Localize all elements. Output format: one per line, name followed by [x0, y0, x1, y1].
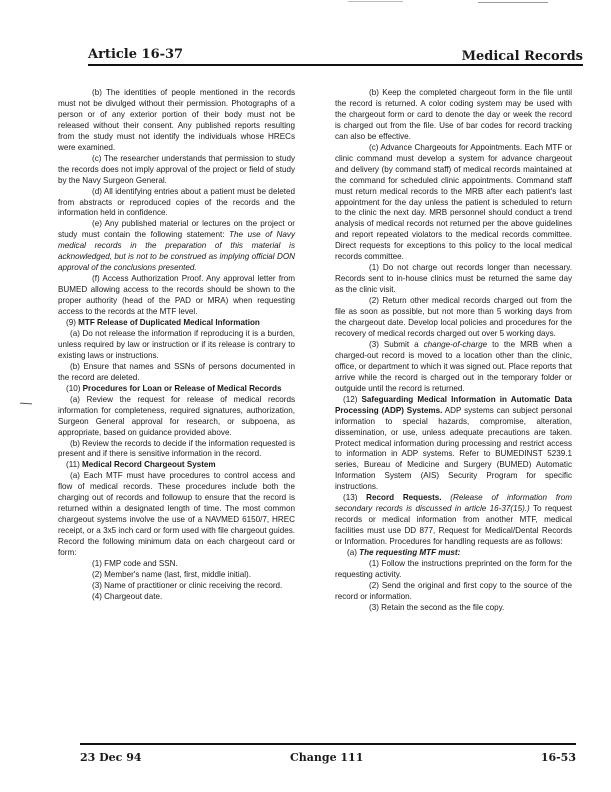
paragraph: (b) Keep the completed chargeout form in the file until the record is returned. A color coding system may be used with the chargeout form or card to denote the day or week the record is charged out from the file. Use of bar codes for record tracking can also be effective.: [335, 88, 572, 141]
footer-change: Change 111: [290, 751, 364, 764]
right-column: [335, 88, 572, 614]
term: change-of-charge: [423, 339, 488, 349]
subsection-heading: [335, 548, 572, 559]
list-item: (1) FMP code and SSN.: [92, 558, 178, 568]
paragraph: (f) Access Authorization Proof. Any approval letter from BUMED allowing access to the records should be shown to the proper authority (head of the PAD or MRA) when requesting access to the records at the MTF level.: [58, 274, 295, 317]
paragraph: (a) Review the request for release of medical records information for completeness, required signatures, authorization, Surgeon General approval for research, or subpoena, as appropriate, based on guidance provided above.: [58, 394, 295, 437]
quoted-statement: The use of Navy medical records in the preparation of this material is acknowledged, but is not to be construed as implying official DON approval of the conclusions presented.: [58, 230, 295, 273]
subsection-number: (a): [347, 548, 360, 558]
paragraph: (c) The researcher understands that permission to study the records does not imply approval of the project or field of study by the Navy Surgeon General.: [58, 153, 295, 185]
section-number: (10): [66, 383, 83, 393]
paragraph: (2) Return other medical records charged out from the file as soon as possible, but not more than 5 working days from the chargeout date. Develop local policies and procedures for the recovery of medical records charged out over 5 working days.: [335, 296, 572, 338]
paragraph: (a) Do not release the information if reproducing it is a burden, unless required by law or instruction or if its release is contrary to existing laws or instructions.: [58, 328, 295, 360]
paragraph-text: (3) Submit a: [369, 339, 424, 349]
cross-reference-note: (Release of information from secondary records is discussed in article 16-37(15).): [335, 493, 572, 514]
paragraph: [58, 219, 295, 274]
page-header: [88, 42, 583, 66]
section-title: Record Requests.: [366, 493, 442, 503]
subsection-title: The requesting MTF must:: [359, 548, 461, 558]
section-heading: [58, 460, 295, 471]
paragraph: (b) The identities of people mentioned in the records must not be divulged without their permission. Photographs of a person or of any exterior portion of their body must not be released without their consent. Any published reports resulting from the study must not identify the individuals whose HRECs were examined.: [58, 88, 295, 152]
section-number: (12): [343, 394, 362, 404]
article-number: Article 16-37: [88, 47, 184, 62]
section-heading: [58, 318, 295, 329]
list-item: (3) Retain the second as the file copy.: [369, 602, 505, 612]
list-item: (2) Member's name (last, first, middle initial).: [92, 569, 251, 579]
paragraph-text: To request records or medical information from another MTF, medical facilities must use DD 877, Request for Medical/Dental Records or Information. Procedures for handling requests are as follows:: [335, 504, 572, 547]
section-title: MTF Release of Duplicated Medical Information: [78, 318, 260, 328]
section-paragraph: [335, 395, 572, 494]
paragraph-text: (e) Any published material or lectures on the project or study must contain the following statement:: [58, 219, 295, 240]
paragraph-text: to the MRB when a charged-out record is moved to a location other than the clinic, office, or department to which it was signed out. Place reports that arrive while the record is charged out in the temporary folder or outguide until the record is returned.: [335, 339, 572, 393]
paragraph-text: ADP systems can subject personal information to special hazards, compromise, alteration, dissemination, or use, unless adequate precautions are taken. Protect medical information during processing and restrict access to information in ADP systems. Refer to BUMEDINST 5239.1 series, Bureau of Medicine and Surgery (BUMED) Automatic Information System (AIS) Security Program for specific instructions.: [335, 405, 573, 492]
section-heading: [58, 384, 295, 395]
section-number: (9): [66, 318, 79, 328]
section-title: Procedures for Loan or Release of Medical Records: [82, 383, 282, 393]
list-item: (1) Follow the instructions preprinted on the form for the requesting activity.: [335, 558, 572, 579]
section-number: (13): [343, 493, 367, 503]
left-column: [58, 88, 295, 603]
paragraph: [335, 340, 572, 395]
paragraph: (1) Do not charge out records longer than necessary. Records sent to in-house clinics must be returned the same day as the clinic visit.: [335, 263, 572, 295]
paragraph: (b) Ensure that names and SSNs of persons documented in the record are deleted.: [58, 361, 295, 382]
page-number: 16-53: [540, 751, 576, 764]
section-title: Medical Records: [461, 49, 583, 64]
paragraph: (c) Advance Chargeouts for Appointments. Each MTF or clinic command must develop a system for advance chargeout and delivery (by command staff) of medical records maintained at the command for scheduled clinic appointments. Command staff must return medical records to the MRB after each patient's last appointment for the day unless the patient is scheduled to return to the clinic the next day. MRB personnel should conduct a trend analysis of medical records not returned per the above guidelines and report repeated violators to the medical records committee. Direct requests for exceptions to this policy to the local medical records committee.: [335, 142, 572, 262]
page-footer: [80, 743, 576, 767]
list-item: (2) Send the original and first copy to the source of the record or information.: [335, 580, 572, 601]
section-paragraph: [335, 493, 572, 548]
paragraph: (b) Review the records to decide if the information requested is present and if there is sensitive information in the record.: [58, 438, 295, 459]
paragraph: (d) All identifying entries about a patient must be deleted from abstracts or reproduced copies of the records and the information held in confidence.: [58, 186, 295, 218]
scan-artifacts: [0, 0, 611, 4]
list-item: (4) Chargeout date.: [92, 591, 163, 601]
section-title: Medical Record Chargeout System: [82, 460, 216, 470]
list-item: (3) Name of practitioner or clinic receiving the record.: [92, 580, 283, 590]
footer-date: 23 Dec 94: [80, 751, 142, 764]
paragraph: (a) Each MTF must have procedures to control access and flow of medical records. These procedures include both the charging out of records and followup to ensure that the record is returned within a designated length of time. The most common chargeout systems involve the use of a NAVMED 6150/7, HREC receipt, or a 3x5 inch card or form used with file chargeout guides. Record the following minimum data on each chargeout card or form:: [58, 471, 295, 558]
section-number: (11): [66, 460, 83, 470]
margin-mark: [20, 403, 32, 405]
section-title: Safeguarding Medical Information in Automatic Data Processing (ADP) Systems.: [335, 394, 572, 415]
